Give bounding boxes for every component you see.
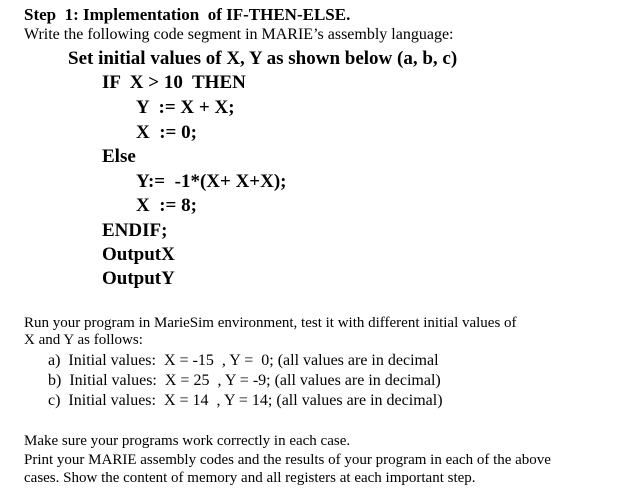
- intro-text: Write the following code segment in MARIE’s assembly language:: [24, 26, 454, 43]
- test-case-item: a) Initial values: X = -15 , Y = 0; (all values are in decimal: [48, 352, 439, 369]
- step-title: Step 1: Implementation of IF-THEN-ELSE.: [24, 5, 351, 24]
- code-else-keyword: Else: [102, 146, 136, 167]
- closing-line-1: Make sure your programs work correctly in each case.: [24, 433, 351, 449]
- code-if-line: IF X > 10 THEN: [102, 72, 246, 93]
- test-case-item: c) Initial values: X = 14 , Y = 14; (all values are in decimal): [48, 392, 443, 409]
- set-initial-heading: Set initial values of X, Y as shown below (a, b, c): [68, 48, 458, 69]
- code-then-assign-y: Y := X + X;: [136, 97, 235, 118]
- code-endif: ENDIF;: [102, 220, 168, 241]
- test-case-item: b) Initial values: X = 25 , Y = -9; (all values are in decimal): [48, 372, 441, 389]
- code-output-y: OutputY: [102, 268, 175, 289]
- code-output-x: OutputX: [102, 244, 175, 265]
- closing-line-2: Print your MARIE assembly codes and the results of your program in each of the above: [24, 452, 551, 468]
- run-text-line-2: X and Y as follows:: [24, 332, 143, 348]
- closing-line-3: cases. Show the content of memory and all registers at each important step.: [24, 470, 476, 486]
- run-text-line-1: Run your program in MarieSim environment, test it with different initial values of: [24, 315, 517, 331]
- code-then-assign-x: X := 0;: [136, 122, 197, 143]
- code-else-assign-x: X := 8;: [136, 195, 197, 216]
- code-else-assign-y: Y:= -1*(X+ X+X);: [136, 171, 287, 192]
